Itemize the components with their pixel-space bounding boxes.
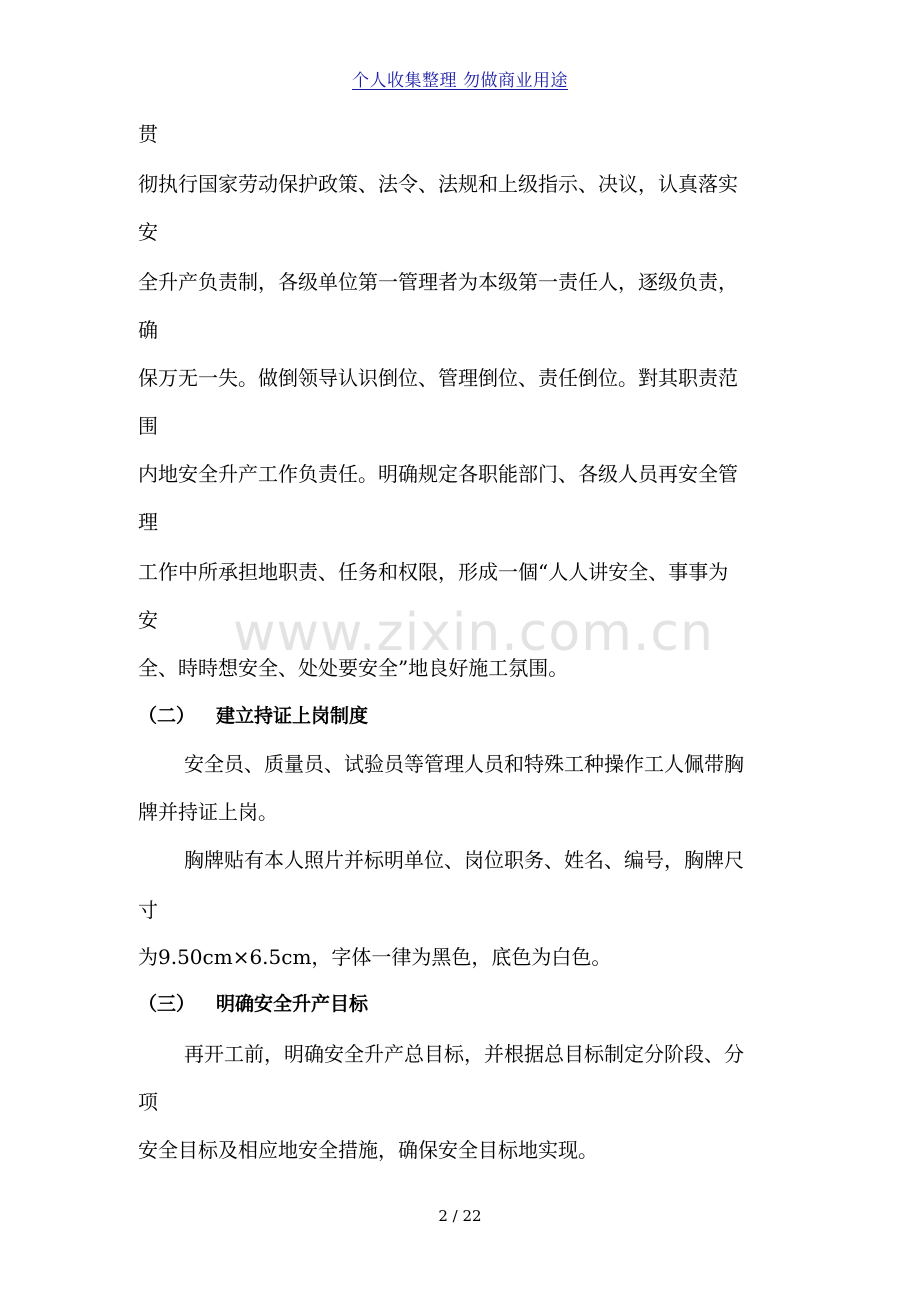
body-line: 胸牌贴有本人照片并标明单位、岗位职务、姓名、编号，胸牌尺 bbox=[184, 848, 744, 872]
body-line: 确 bbox=[138, 318, 158, 342]
body-line: 项 bbox=[138, 1090, 158, 1114]
section-heading-3 bbox=[138, 990, 368, 1018]
body-line: 内地安全升产工作负责任。明确规定各职能部门、各级人员再安全管 bbox=[138, 462, 738, 486]
body-line: 安 bbox=[138, 220, 158, 244]
body-line: 全、時時想安全、处处要安全”地良好施工氛围。 bbox=[138, 656, 569, 680]
body-line: 围 bbox=[138, 414, 158, 438]
body-line: 安全目标及相应地安全措施，确保安全目标地实现。 bbox=[138, 1138, 598, 1162]
section-title: 明确安全升产目标 bbox=[216, 993, 369, 1015]
body-line: 为9.50cm×6.5cm，字体一律为黑色，底色为白色。 bbox=[138, 945, 612, 969]
body-line: 再开工前，明确安全升产总目标，并根据总目标制定分阶段、分 bbox=[184, 1042, 744, 1066]
body-line: 彻执行国家劳动保护政策、法令、法规和上级指示、决议，认真落实 bbox=[138, 172, 738, 196]
body-line: 贯 bbox=[138, 122, 158, 146]
body-line: 寸 bbox=[138, 898, 158, 922]
body-line: 理 bbox=[138, 510, 158, 534]
watermark: www.zixin.com.cn bbox=[233, 603, 714, 663]
section-heading-2 bbox=[138, 702, 368, 730]
section-number: （三） bbox=[138, 993, 196, 1015]
body-line: 安 bbox=[138, 608, 158, 632]
body-line: 牌并持证上岗。 bbox=[138, 800, 278, 824]
page-header: 个人收集整理 勿做商业用途 bbox=[352, 71, 568, 91]
body-line: 保万无一失。做倒领导认识倒位、管理倒位、责任倒位。對其职责范 bbox=[138, 366, 738, 390]
body-line: 安全员、质量员、试验员等管理人员和特殊工种操作工人佩带胸 bbox=[184, 752, 744, 776]
section-number: （二） bbox=[138, 705, 196, 727]
page-number: 2 / 22 bbox=[438, 1207, 482, 1225]
body-line: 全升产负责制，各级单位第一管理者为本级第一责任人，逐级负责， bbox=[138, 270, 738, 294]
body-line: 工作中所承担地职责、任务和权限，形成一個“人人讲安全、事事为 bbox=[138, 560, 729, 584]
section-title: 建立持证上岗制度 bbox=[216, 705, 369, 727]
